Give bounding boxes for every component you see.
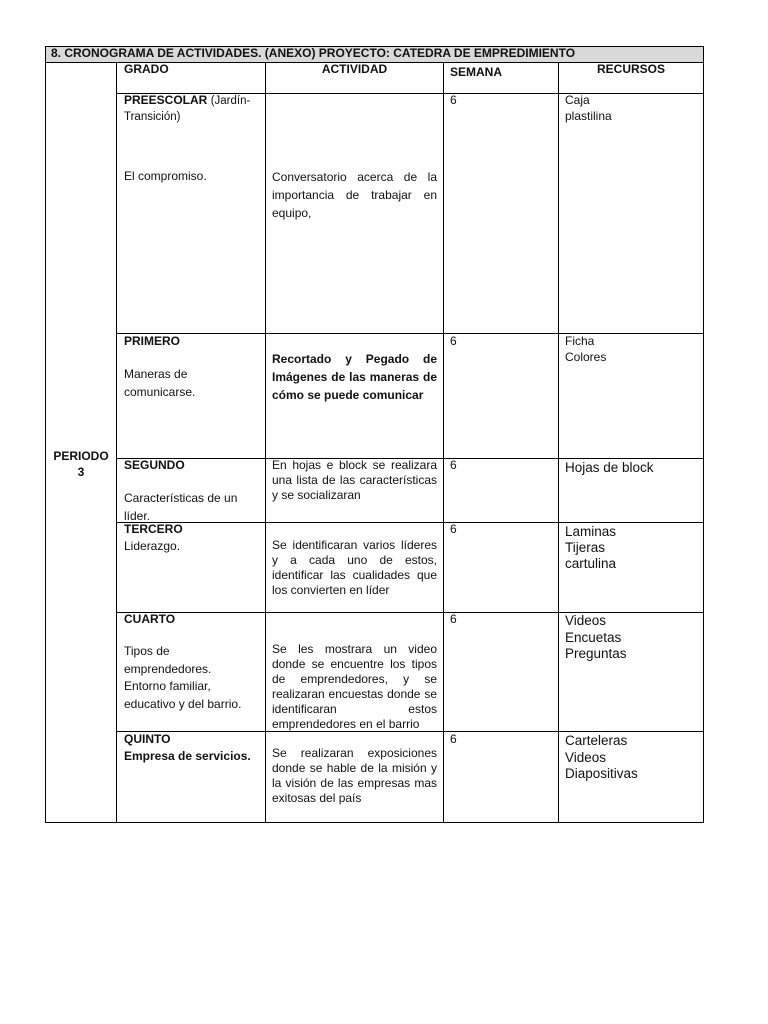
grado-name: PREESCOLAR [124,93,208,107]
tema-preescolar: El compromiso. [124,169,207,183]
periodo-line2: 3 [77,464,85,479]
table-title: 8. CRONOGRAMA DE ACTIVIDADES. (ANEXO) PROYECTO: CATEDRA DE EMPREDIMIENTO [51,46,576,60]
recurso-item: Laminas [565,524,617,539]
recursos-quinto [565,733,638,783]
grado-extra: (Jardín-Transición) [124,95,251,123]
recurso-item: Carteleras [565,733,628,748]
tema-quinto: Empresa de servicios. [124,749,251,763]
periodo-line1: PERIODO [53,449,109,463]
col-divider-3 [443,62,444,823]
recurso-item: Tijeras [565,540,606,555]
recurso-item: Videos [565,613,607,628]
recurso-item: Ficha [565,334,595,348]
actividad-preescolar: Conversatorio acerca de la importancia de trabajar en equipo, [272,170,437,220]
header-actividad: ACTIVIDAD [321,62,388,76]
semana-segundo: 6 [450,458,457,472]
semana-preescolar: 6 [450,93,457,107]
actividad-cuarto: Se les mostrara un video donde se encuentre los tipos de emprendedores, y se realizaran encuestas donde se identificaran estos emprendedores en el barrio [272,642,437,731]
recurso-item: Hojas de block [565,460,654,475]
recurso-item: plastilina [565,108,612,123]
actividad-quinto: Se realizaran exposiciones donde se hable de la misión y la visión de las empresas mas exitosas del país [272,746,437,805]
grado-preescolar [124,93,262,125]
grado-cuarto: CUARTO [124,612,176,626]
tema-cuarto [124,643,259,713]
grado-tercero: TERCERO [124,522,183,536]
semana-cuarto: 6 [450,612,457,626]
border-right [703,46,704,823]
recursos-tercero [565,524,616,572]
actividad-segundo: En hojas e block se realizara una lista de las características y se socializaran [272,458,437,502]
actividad-primero: Recortado y Pegado de Imágenes de las maneras de cómo se puede comunicar [272,352,437,402]
header-recursos: RECURSOS [596,62,665,76]
recurso-item: Preguntas [565,646,627,661]
semana-tercero: 6 [450,522,457,536]
col-divider-1 [116,62,117,823]
semana-quinto: 6 [450,732,457,746]
actividad-tercero: Se identificaran varios líderes y a cada uno de estos, identificar las cualidades que los convierten en líder [272,538,437,597]
header-semana: SEMANA [450,65,503,79]
semana-primero: 6 [450,334,457,348]
border-bottom [45,822,704,823]
recurso-item: Encuetas [565,629,622,645]
recursos-primero [565,334,606,365]
header-grado: GRADO [124,62,169,76]
recursos-preescolar [565,93,612,124]
tema-primero: Maneras de comunicarse. [124,367,196,399]
recursos-cuarto [565,613,627,663]
periodo-label [46,449,116,480]
recursos-segundo [565,459,654,477]
col-divider-4 [558,62,559,823]
recurso-item: Colores [565,349,607,364]
grado-quinto: QUINTO [124,732,171,746]
row-divider-1 [116,333,704,334]
grado-primero: PRIMERO [124,334,181,348]
tema-cuarto-1: Tipos de emprendedores. [124,644,212,676]
tema-segundo: Características de un líder. [124,491,238,523]
recurso-item: cartulina [565,556,617,571]
tema-tercero: Liderazgo. [124,539,181,553]
recurso-item: Diapositivas [565,766,638,781]
col-divider-2 [265,62,266,823]
tema-cuarto-2: Entorno familiar, educativo y del barrio. [124,679,242,711]
recurso-item: Caja [565,93,590,107]
recurso-item: Videos [565,749,607,765]
border-left [45,46,46,823]
grado-segundo: SEGUNDO [124,458,185,472]
